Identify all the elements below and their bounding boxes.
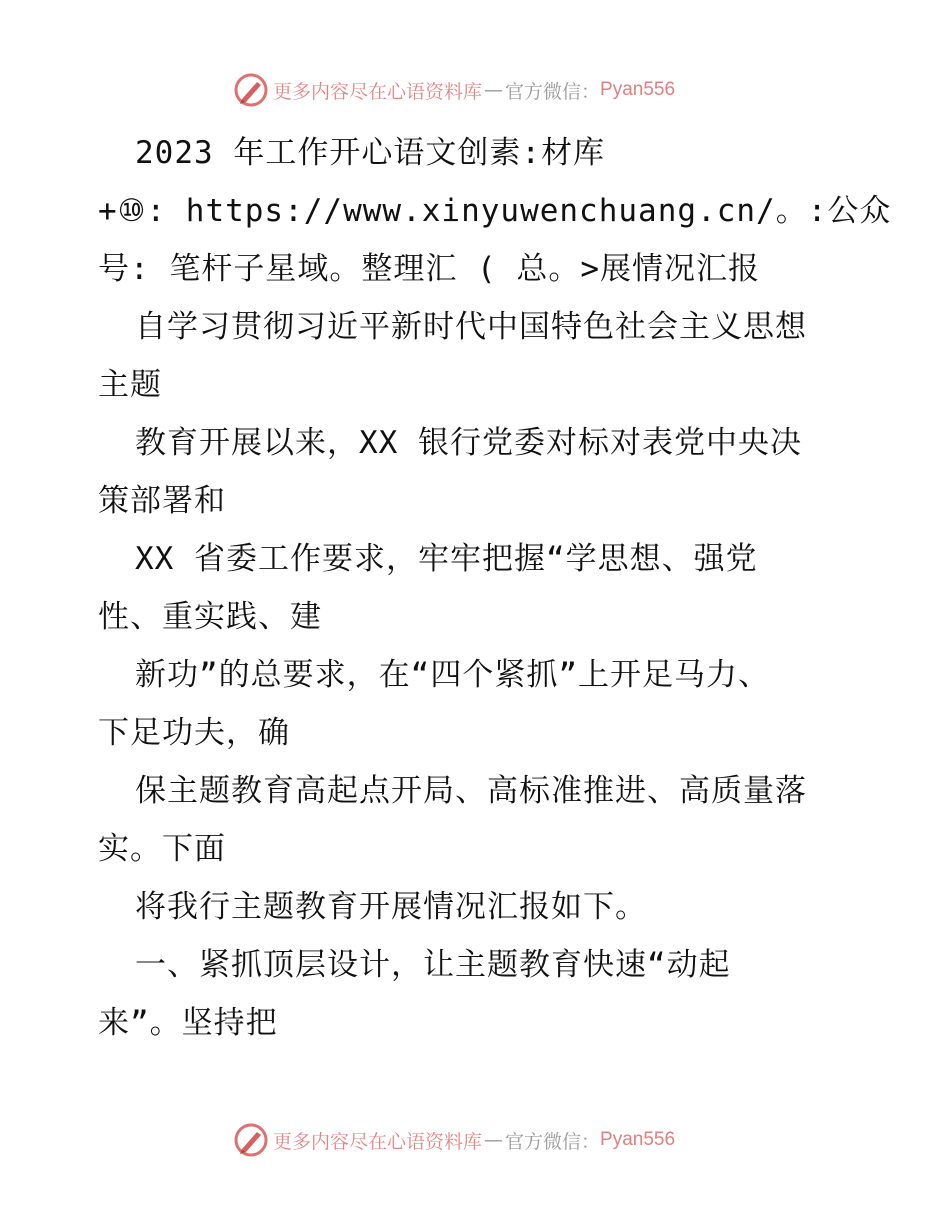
doc-line-6: 教育开展以来，XX 银行党委对标对表党中央决 [135, 425, 802, 461]
doc-line-2: +⑩: https://www.xinyuwenchuang.cn/。:公众 [98, 193, 892, 229]
watermark-label: 官方微信： [505, 80, 601, 103]
watermark-main-text: 更多内容尽在心语资料库 [273, 1130, 483, 1153]
watermark-main-text: 更多内容尽在心语资料库 [273, 80, 483, 103]
doc-line-10: 新功”的总要求，在“四个紧抓”上开足马力、 [135, 657, 770, 693]
doc-line-9: 性、重实践、建 [98, 599, 322, 635]
header-watermark [233, 72, 675, 108]
doc-line-16: 来”。坚持把 [98, 1005, 278, 1041]
pen-logo-icon [233, 1122, 269, 1158]
doc-line-3: 号: 笔杆子星域。整理汇 ( 总。>展情况汇报 [98, 251, 760, 287]
doc-line-7: 策部署和 [98, 483, 226, 519]
watermark-wechat-id: Pyan556 [600, 79, 676, 100]
doc-line-15: 一、紧抓顶层设计，让主题教育快速“动起 [135, 947, 731, 983]
watermark-wechat-id: Pyan556 [600, 1129, 676, 1150]
watermark-dash: — [484, 79, 504, 101]
doc-line-8: XX 省委工作要求，牢牢把握“学思想、强党 [135, 541, 758, 577]
pen-logo-icon [233, 72, 269, 108]
watermark-label: 官方微信： [505, 1130, 601, 1153]
doc-line-13: 实。下面 [98, 831, 226, 867]
doc-line-4: 自学习贯彻习近平新时代中国特色社会主义思想 [135, 309, 807, 345]
doc-line-11: 下足功夫，确 [98, 715, 290, 751]
footer-watermark [233, 1122, 675, 1158]
document-body [98, 124, 892, 1052]
watermark-dash: — [484, 1129, 504, 1151]
doc-line-12: 保主题教育高起点开局、高标准推进、高质量落 [135, 773, 807, 809]
doc-line-5: 主题 [98, 367, 162, 403]
doc-line-14: 将我行主题教育开展情况汇报如下。 [135, 889, 647, 925]
doc-line-1: 2023 年工作开心语文创素:材库 [135, 135, 605, 171]
